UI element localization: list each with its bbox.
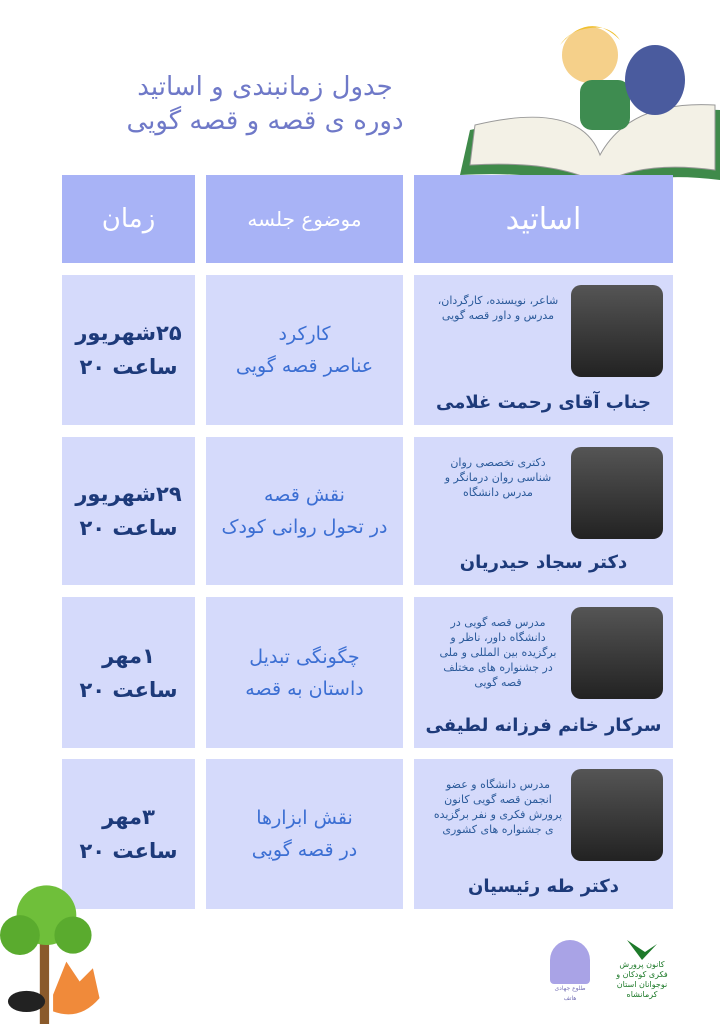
time-cell bbox=[62, 275, 195, 425]
session-hour: ساعت ۲۰ bbox=[79, 355, 178, 379]
logo-hatef bbox=[548, 940, 592, 1002]
session-date: ۱مهر bbox=[102, 643, 155, 668]
topic-line-2: عناصر قصه گویی bbox=[235, 355, 374, 377]
session-date: ۲۹شهریور bbox=[75, 482, 182, 506]
session-hour: ساعت ۲۰ bbox=[79, 677, 178, 702]
teacher-name: سرکار خانم فرزانه لطیفی bbox=[425, 715, 662, 736]
header-time bbox=[62, 175, 195, 263]
header-time-label: زمان bbox=[101, 204, 156, 234]
header-teachers bbox=[414, 175, 673, 263]
topic-cell bbox=[206, 437, 403, 585]
teacher-name: دکتر طه رئیسیان bbox=[468, 876, 619, 897]
topic-line-2: در قصه گویی bbox=[251, 839, 358, 861]
logo-hatef-text: طلوع جهادی هاتف bbox=[554, 985, 586, 1002]
session-hour: ساعت ۲۰ bbox=[79, 839, 178, 863]
teacher-cell bbox=[414, 437, 673, 585]
header-topic bbox=[206, 175, 403, 263]
teacher-description: دکتری تخصصی روان شناسی روان درمانگر و مدرس دانشگاه bbox=[444, 456, 552, 499]
teacher-photo bbox=[571, 285, 663, 377]
topic-line-2: داستان به قصه bbox=[245, 677, 364, 700]
tree-and-fox-illustration bbox=[0, 882, 200, 1024]
boy-on-book-illustration bbox=[460, 10, 724, 195]
session-date: ۲۵شهریور bbox=[75, 321, 182, 345]
title-line-1: جدول زمانبندی و اساتید bbox=[137, 72, 393, 102]
teacher-photo bbox=[571, 607, 663, 699]
poster-title bbox=[90, 70, 440, 138]
teacher-description: مدرس قصه گویی در دانشگاه داور، ناظر و برگزیده بین المللی و ملی در جشنواره های مختلف قصه گویی bbox=[439, 616, 557, 689]
topic-cell bbox=[206, 597, 403, 748]
topic-cell bbox=[206, 759, 403, 909]
time-cell bbox=[62, 437, 195, 585]
topic-cell bbox=[206, 275, 403, 425]
session-hour: ساعت ۲۰ bbox=[79, 516, 178, 540]
topic-line-1: نقش ابزارها bbox=[256, 807, 353, 829]
teacher-cell bbox=[414, 597, 673, 748]
title-line-2: دوره ی قصه و قصه گویی bbox=[126, 106, 404, 136]
topic-line-1: کارکرد bbox=[278, 323, 331, 345]
topic-line-1: چگونگی تبدیل bbox=[249, 645, 360, 668]
topic-line-1: نقش قصه bbox=[264, 484, 345, 506]
teacher-description: مدرس دانشگاه و عضو انجمن قصه گویی کانون پرورش فکری و نفر برگزیده ی جشنواره های کشوری bbox=[433, 778, 563, 836]
time-cell bbox=[62, 597, 195, 748]
session-date: ۳مهر bbox=[102, 805, 155, 829]
header-topic-label: موضوع جلسه bbox=[247, 207, 362, 231]
teacher-name: جناب آقای رحمت غلامی bbox=[436, 392, 651, 413]
logo-kanoon-text: کانون پرورش فکری کودکان و نوجوانان استان کرمانشاه bbox=[616, 960, 668, 999]
header-teachers-label: اساتید bbox=[505, 201, 582, 237]
teacher-cell bbox=[414, 275, 673, 425]
logo-kanoon bbox=[614, 940, 670, 1000]
teacher-cell bbox=[414, 759, 673, 909]
teacher-name: دکتر سجاد حیدریان bbox=[459, 552, 628, 573]
topic-line-2: در تحول روانی کودک bbox=[221, 516, 388, 538]
teacher-description: شاعر، نویسنده، کارگردان، مدرس و داور قصه گویی bbox=[437, 294, 559, 322]
teacher-photo bbox=[571, 769, 663, 861]
teacher-photo bbox=[571, 447, 663, 539]
